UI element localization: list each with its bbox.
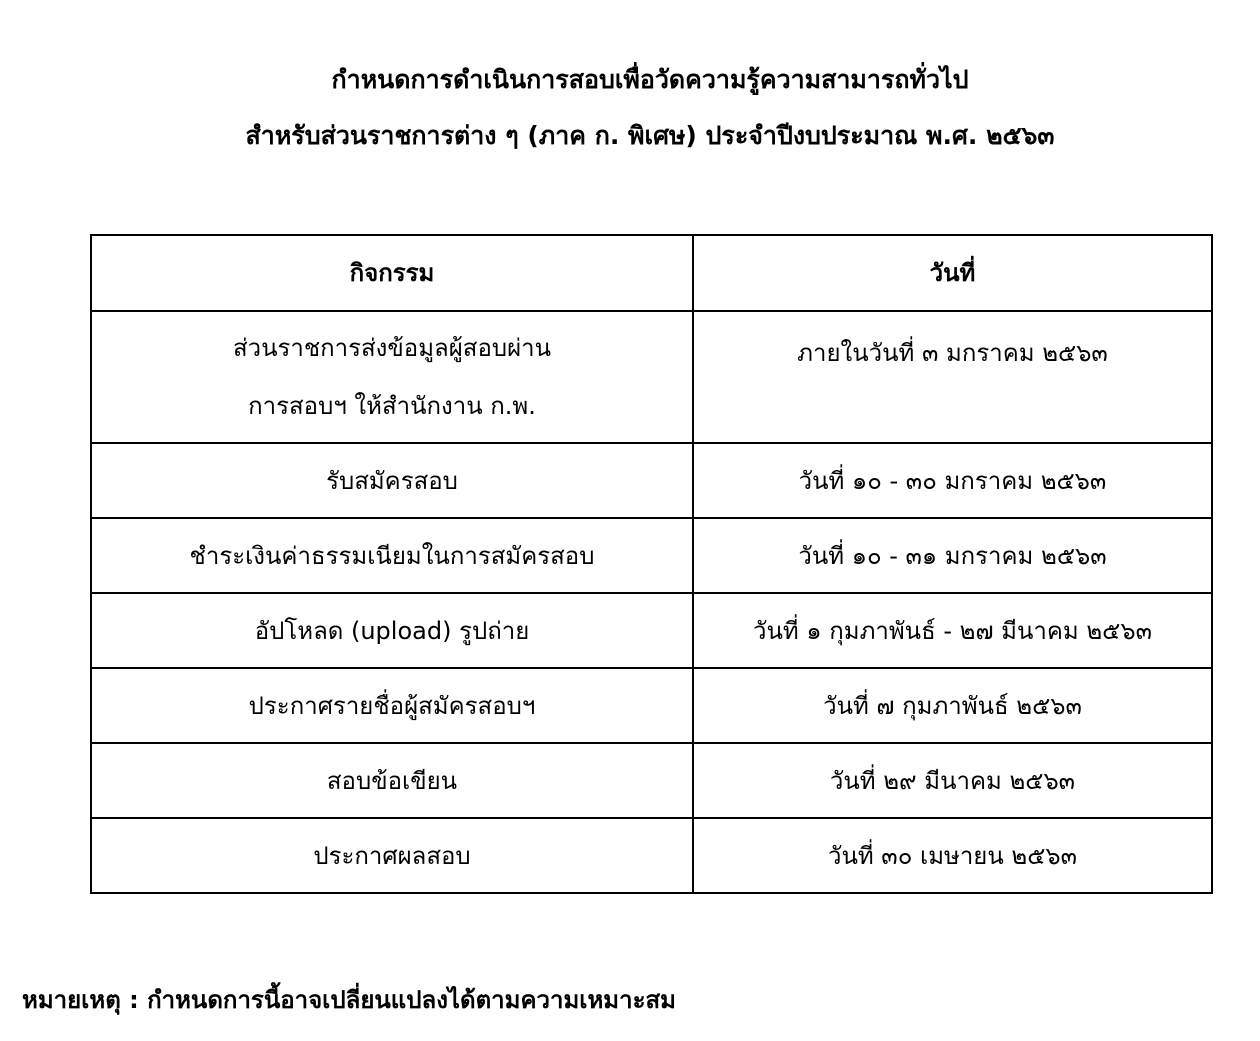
date-cell: วันที่ ๑๐ - ๓๐ มกราคม ๒๕๖๓ [693, 443, 1212, 518]
table-row [91, 518, 1212, 593]
date-column-header: วันที่ [693, 235, 1212, 311]
schedule-table [90, 234, 1213, 894]
date-cell: วันที่ ๑๐ - ๓๑ มกราคม ๒๕๖๓ [693, 518, 1212, 593]
activity-cell: ชำระเงินค่าธรรมเนียมในการสมัครสอบ [91, 518, 693, 593]
table-row [91, 593, 1212, 668]
table-header-row [91, 235, 1212, 311]
title-line-1: กำหนดการดำเนินการสอบเพื่อวัดความรู้ความสามารถทั่วไป [331, 65, 969, 94]
table-row [91, 668, 1212, 743]
date-cell: วันที่ ๒๙ มีนาคม ๒๕๖๓ [693, 743, 1212, 818]
remark-note: หมายเหตุ : กำหนดการนี้อาจเปลี่ยนแปลงได้ตามความเหมาะสม [22, 986, 676, 1014]
document-title [0, 52, 1260, 164]
title-line-2: สำหรับส่วนราชการต่าง ๆ (ภาค ก. พิเศษ) ประจำปีงบประมาณ พ.ศ. ๒๕๖๓ [245, 121, 1055, 150]
date-cell: วันที่ ๗ กุมภาพันธ์ ๒๕๖๓ [693, 668, 1212, 743]
date-cell: วันที่ ๑ กุมภาพันธ์ - ๒๗ มีนาคม ๒๕๖๓ [693, 593, 1212, 668]
activity-cell-line-1: ส่วนราชการส่งข้อมูลผู้สอบผ่าน [232, 334, 552, 362]
activity-cell: ประกาศรายชื่อผู้สมัครสอบฯ [91, 668, 693, 743]
table-row [91, 818, 1212, 893]
activity-cell-line-2: การสอบฯ ให้สำนักงาน ก.พ. [248, 392, 536, 420]
activity-cell: สอบข้อเขียน [91, 743, 693, 818]
activity-cell: อัปโหลด (upload) รูปถ่าย [91, 593, 693, 668]
activity-column-header: กิจกรรม [91, 235, 693, 311]
date-cell: วันที่ ๓๐ เมษายน ๒๕๖๓ [693, 818, 1212, 893]
table-row [91, 311, 1212, 443]
date-cell: ภายในวันที่ ๓ มกราคม ๒๕๖๓ [693, 311, 1212, 443]
table-row [91, 443, 1212, 518]
activity-cell: ประกาศผลสอบ [91, 818, 693, 893]
activity-cell [91, 311, 693, 443]
activity-cell: รับสมัครสอบ [91, 443, 693, 518]
table-row [91, 743, 1212, 818]
